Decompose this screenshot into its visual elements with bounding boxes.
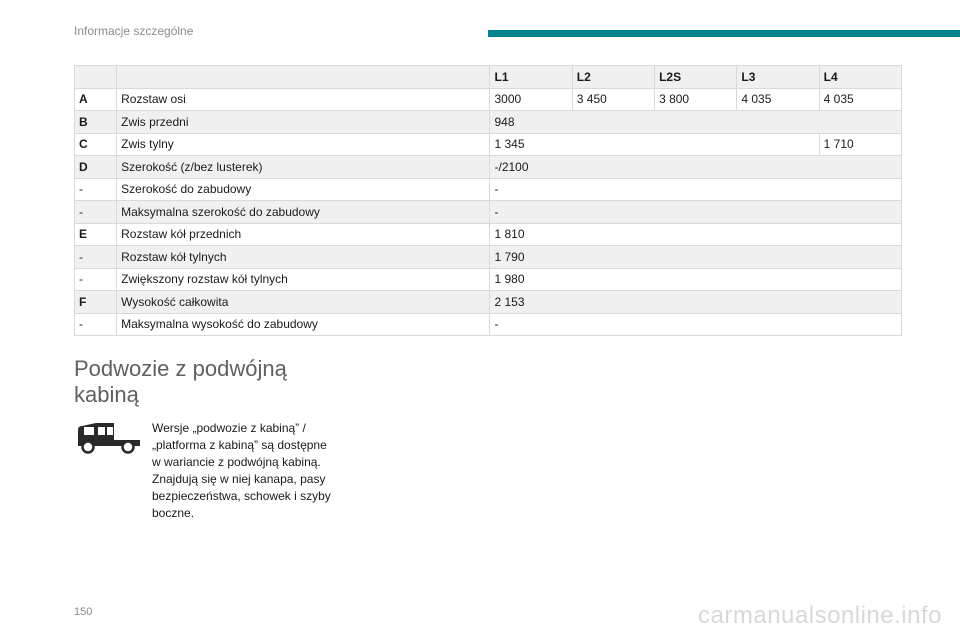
- table-row: [75, 178, 902, 201]
- table-header-row: [75, 66, 902, 89]
- row-code: -: [75, 313, 117, 336]
- dimensions-table: [74, 65, 902, 336]
- column-header-l2: L2: [572, 66, 654, 89]
- table-row: [75, 291, 902, 314]
- cell-value: -/2100: [490, 156, 902, 179]
- cell-value: -: [490, 201, 902, 224]
- header-section-title: Informacje szczególne: [74, 24, 194, 38]
- row-code: -: [75, 246, 117, 269]
- row-code: F: [75, 291, 117, 314]
- section-description: Wersje „podwozie z kabiną” / „platforma z kabiną” są dostępne w wariancie z podwójną kabiną. Znajdują się w niej kanapa, pasy bezpieczeństwa, schowek i szyby boczne.: [152, 421, 331, 520]
- cell-value: -: [490, 178, 902, 201]
- table-row: [75, 133, 902, 156]
- row-label: Zwis przedni: [117, 111, 490, 134]
- page-number: 150: [74, 606, 93, 618]
- row-label: Zwis tylny: [117, 133, 490, 156]
- cell-value: 3000: [490, 88, 572, 111]
- row-label: Szerokość do zabudowy: [117, 178, 490, 201]
- row-label: Rozstaw kół tylnych: [117, 246, 490, 269]
- table-row: [75, 111, 902, 134]
- row-code: -: [75, 178, 117, 201]
- section-heading: Podwozie z podwójną kabiną: [74, 356, 287, 407]
- table-row: [75, 246, 902, 269]
- cell-value: 3 800: [655, 88, 737, 111]
- row-code: A: [75, 88, 117, 111]
- cell-value: 4 035: [819, 88, 901, 111]
- row-code: -: [75, 268, 117, 291]
- row-code: C: [75, 133, 117, 156]
- row-label: Rozstaw osi: [117, 88, 490, 111]
- table-row: [75, 268, 902, 291]
- row-label: Maksymalna wysokość do zabudowy: [117, 313, 490, 336]
- column-header-l4: L4: [819, 66, 901, 89]
- table-row: [75, 88, 902, 111]
- row-code: -: [75, 201, 117, 224]
- column-header-l1: L1: [490, 66, 572, 89]
- row-label: Wysokość całkowita: [117, 291, 490, 314]
- cell-value: 1 790: [490, 246, 902, 269]
- cell-value: 1 345: [490, 133, 819, 156]
- table-row: [75, 201, 902, 224]
- cell-value: 3 450: [572, 88, 654, 111]
- row-label: Szerokość (z/bez lusterek): [117, 156, 490, 179]
- header-accent-bar: [488, 30, 960, 37]
- cell-value: 1 710: [819, 133, 901, 156]
- cell-value: -: [490, 313, 902, 336]
- column-header-l2s: L2S: [655, 66, 737, 89]
- table-row: [75, 313, 902, 336]
- column-header-l3: L3: [737, 66, 819, 89]
- row-code: B: [75, 111, 117, 134]
- table-row: [75, 156, 902, 179]
- row-label: Rozstaw kół przednich: [117, 223, 490, 246]
- double-cab-truck-icon: [76, 420, 142, 456]
- row-code: D: [75, 156, 117, 179]
- row-label: Zwiększony rozstaw kół tylnych: [117, 268, 490, 291]
- cell-value: 948: [490, 111, 902, 134]
- table-cell: [117, 66, 490, 89]
- table-cell: [75, 66, 117, 89]
- watermark: carmanualsonline.info: [698, 602, 942, 629]
- cell-value: 4 035: [737, 88, 819, 111]
- cell-value: 1 980: [490, 268, 902, 291]
- row-label: Maksymalna szerokość do zabudowy: [117, 201, 490, 224]
- row-code: E: [75, 223, 117, 246]
- cell-value: 2 153: [490, 291, 902, 314]
- table-row: [75, 223, 902, 246]
- cell-value: 1 810: [490, 223, 902, 246]
